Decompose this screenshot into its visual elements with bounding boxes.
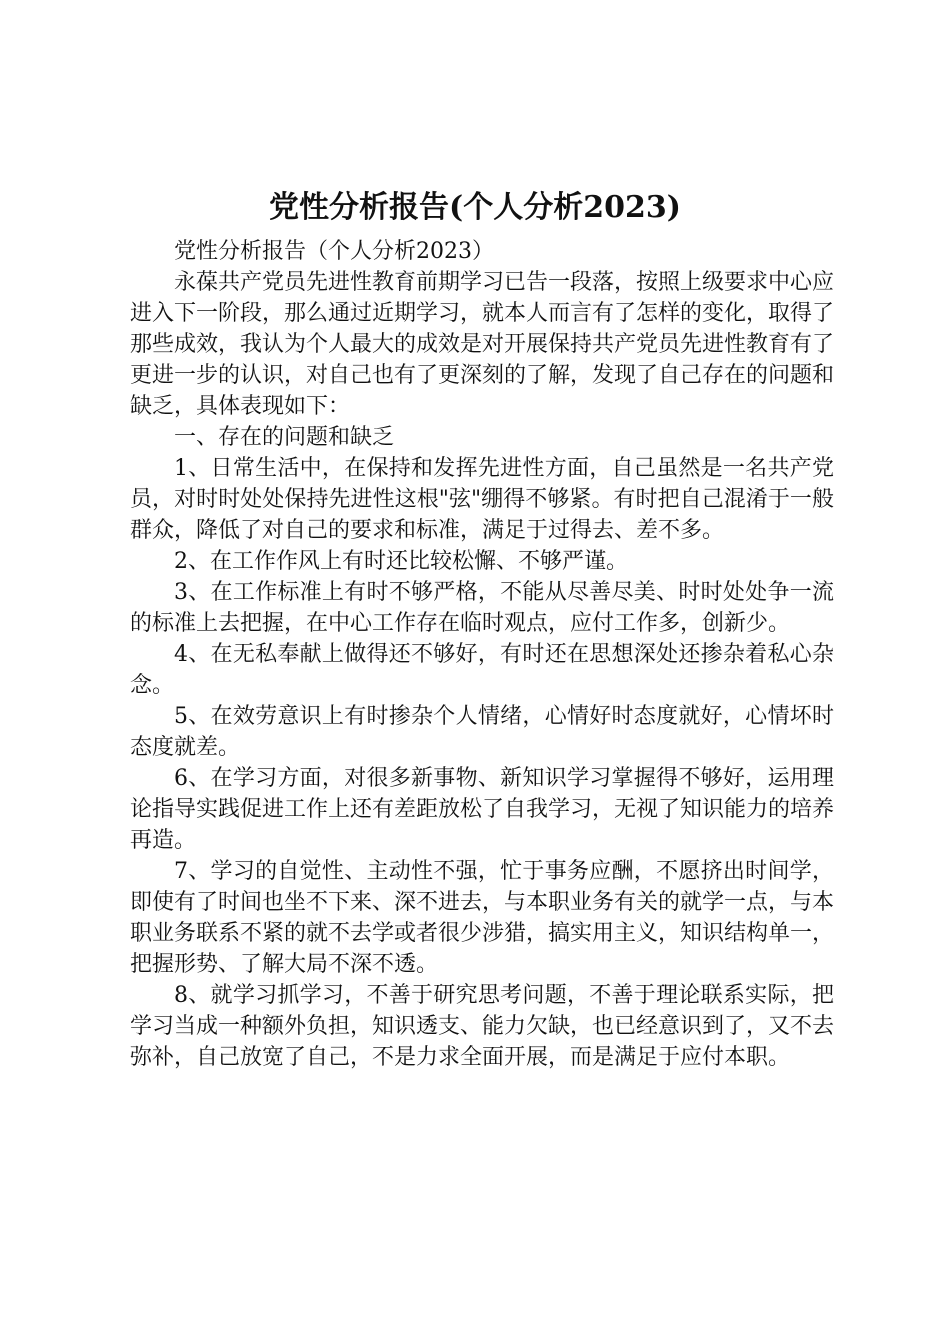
document-title: 党性分析报告(个人分析2023) [269, 190, 681, 225]
paragraph-subtitle: 党性分析报告（个人分析2023） [174, 239, 494, 264]
paragraph-intro: 永葆共产党员先进性教育前期学习已告一段落，按照上级要求中心应进入下一阶段，那么通过近期学习，就本人而言有了怎样的变化，取得了那些成效，我认为个人最大的成效是对开展保持共产党员先进性教育有了更进一步的认识，对自己也有了更深刻的了解，发现了自己存在的问题和缺乏，具体表现如下： [130, 270, 835, 419]
section-heading-problems: 一、存在的问题和缺乏 [174, 425, 395, 450]
document-body [130, 236, 834, 1073]
paragraph-item-1: 1、日常生活中，在保持和发挥先进性方面，自己虽然是一名共产党员，对时时处处保持先进性这根"弦"绷得不够紧。有时把自己混淆于一般群众，降低了对自己的要求和标准，满足于过得去、差不多。 [130, 456, 834, 543]
paragraph-item-3: 3、在工作标准上有时不够严格，不能从尽善尽美、时时处处争一流的标准上去把握，在中心工作存在临时观点，应付工作多，创新少。 [130, 580, 834, 636]
paragraph-item-8: 8、就学习抓学习，不善于研究思考问题，不善于理论联系实际，把学习当成一种额外负担，知识透支、能力欠缺，也已经意识到了，又不去弥补，自己放宽了自己，不是力求全面开展，而是满足于应付本职。 [130, 983, 835, 1070]
paragraph-item-7: 7、学习的自觉性、主动性不强，忙于事务应酬，不愿挤出时间学，即使有了时间也坐不下来、深不进去，与本职业务有关的就学一点，与本职业务联系不紧的就不去学或者很少涉猎，搞实用主义，知识结构单一，把握形势、了解大局不深不透。 [130, 859, 835, 977]
paragraph-item-2: 2、在工作作风上有时还比较松懈、不够严谨。 [174, 549, 628, 574]
paragraph-item-4: 4、在无私奉献上做得还不够好，有时还在思想深处还掺杂着私心杂念。 [130, 642, 834, 698]
paragraph-item-6: 6、在学习方面，对很多新事物、新知识学习掌握得不够好，运用理论指导实践促进工作上还有差距放松了自我学习，无视了知识能力的培养再造。 [130, 766, 835, 853]
paragraph-item-5: 5、在效劳意识上有时掺杂个人情绪，心情好时态度就好，心情坏时态度就差。 [130, 704, 834, 760]
